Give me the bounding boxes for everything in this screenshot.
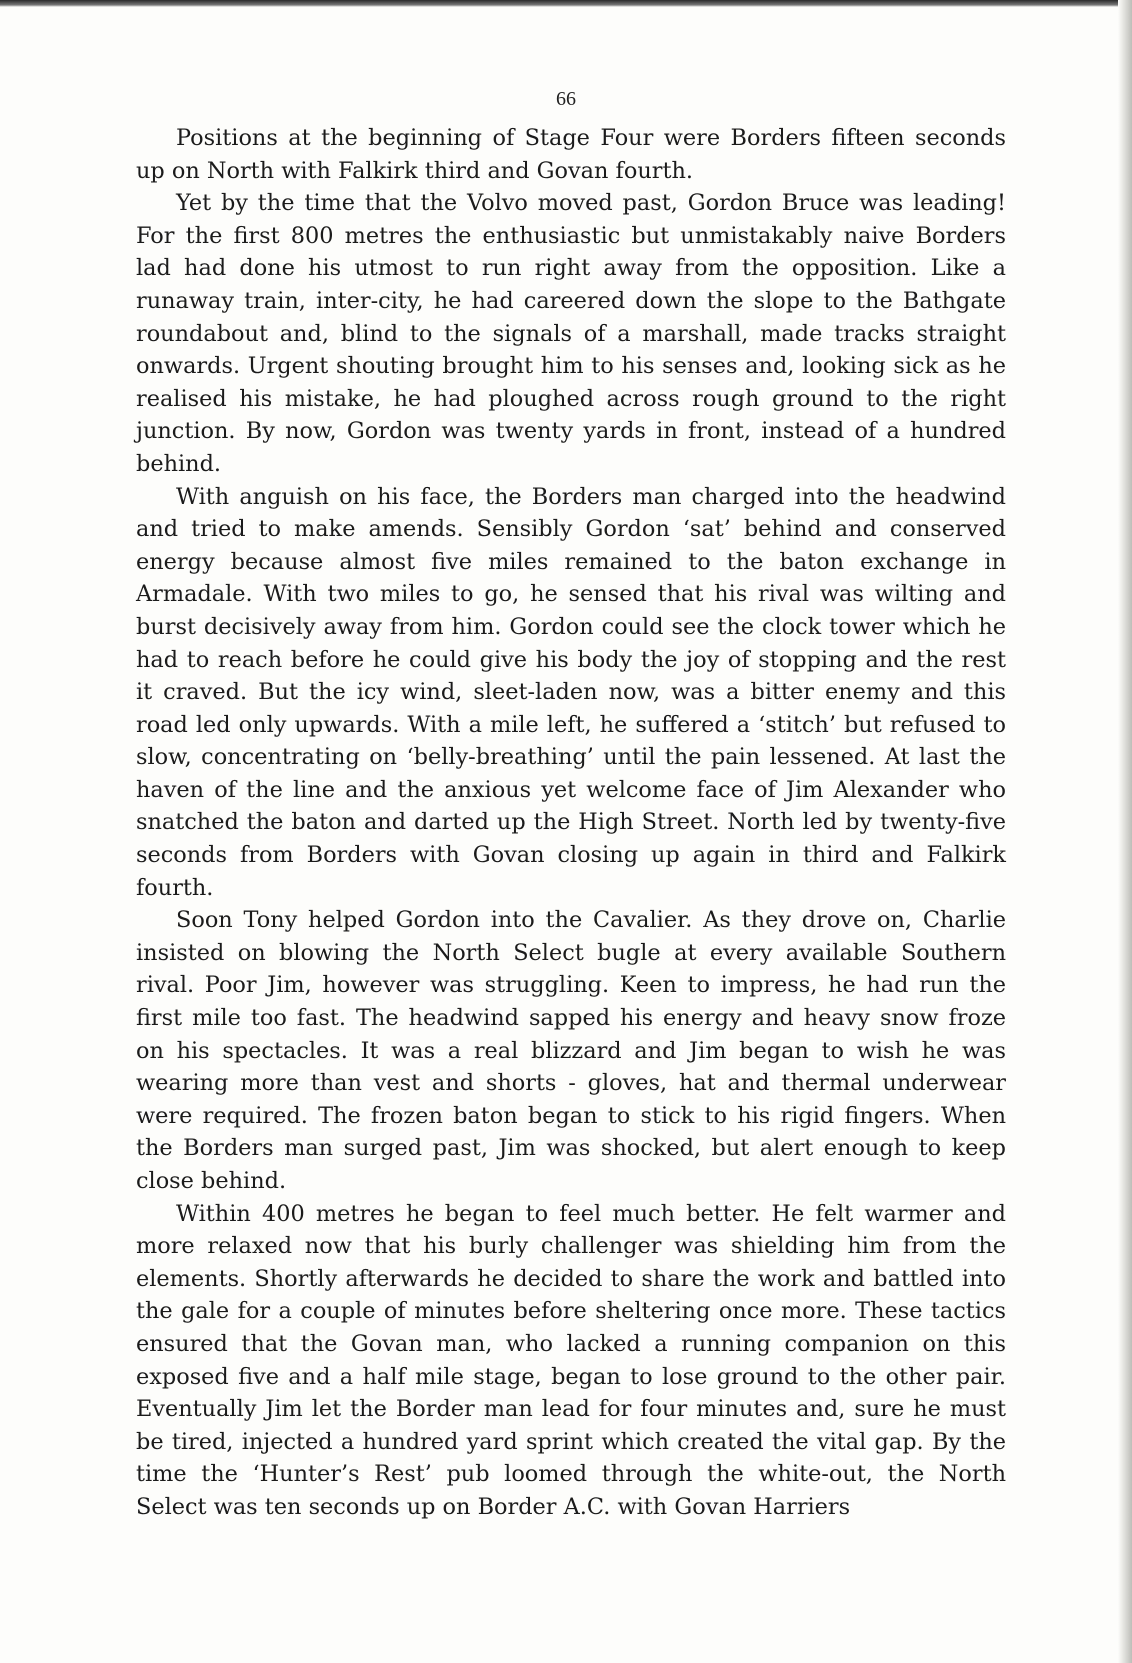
- page-top-shadow: [0, 0, 1132, 7]
- paragraph: With anguish on his face, the Borders man charged into the headwind and tried to make amends. Sensibly Gordon ‘sat’ behind and conserved energy because almost five miles remained to the baton exchange in Armadale. With two miles to go, he sensed that his rival was wilting and burst decisively away from him. Gordon could see the clock tower which he had to reach before he could give his body the joy of stopping and the rest it craved. But the icy wind, sleet-laden now, was a bitter enemy and this road led only upwards. With a mile left, he suffered a ‘stitch’ but refused to slow, concentrating on ‘belly-breathing’ until the pain lessened. At last the haven of the line and the anxious yet welcome face of Jim Alexander who snatched the baton and darted up the High Street. North led by twenty-five seconds from Borders with Govan closing up again in third and Falkirk fourth.: [136, 483, 1006, 901]
- body-text: [136, 122, 1006, 1524]
- paragraph: Positions at the beginning of Stage Four were Borders fifteen seconds up on North with Falkirk third and Govan fourth.: [136, 125, 1006, 184]
- page-number: 66: [556, 88, 576, 110]
- paragraph: Yet by the time that the Volvo moved past, Gordon Bruce was leading! For the first 800 metres the enthusiastic but unmistakably naive Borders lad had done his utmost to run right away from the opposition. Like a runaway train, inter-city, he had careered down the slope to the Bathgate roundabout and, blind to the signals of a marshall, made tracks straight onwards. Urgent shouting brought him to his senses and, looking sick as he realised his mistake, he had ploughed across rough ground to the right junction. By now, Gordon was twenty yards in front, instead of a hundred behind.: [136, 190, 1006, 477]
- page-binding-shadow: [1118, 0, 1132, 1663]
- paragraph: Soon Tony helped Gordon into the Cavalier. As they drove on, Charlie insisted on blowing the North Select bugle at every available Southern rival. Poor Jim, however was struggling. Keen to impress, he had run the first mile too fast. The headwind sapped his energy and heavy snow froze on his spectacles. It was a real blizzard and Jim began to wish he was wearing more than vest and shorts - gloves, hat and thermal underwear were required. The frozen baton began to stick to his rigid fingers. When the Borders man surged past, Jim was shocked, but alert enough to keep close behind.: [136, 907, 1006, 1194]
- paragraph: Within 400 metres he began to feel much better. He felt warmer and more relaxed now that his burly challenger was shielding him from the elements. Shortly afterwards he decided to share the work and battled into the gale for a couple of minutes before sheltering once more. These tactics ensured that the Govan man, who lacked a running companion on this exposed five and a half mile stage, began to lose ground to the other pair. Eventually Jim let the Border man lead for four minutes and, sure he must be tired, injected a hundred yard sprint which created the vital gap. By the time the ‘Hunter’s Rest’ pub loomed through the white-out, the North Select was ten seconds up on Border A.C. with Govan Harriers: [136, 1200, 1006, 1520]
